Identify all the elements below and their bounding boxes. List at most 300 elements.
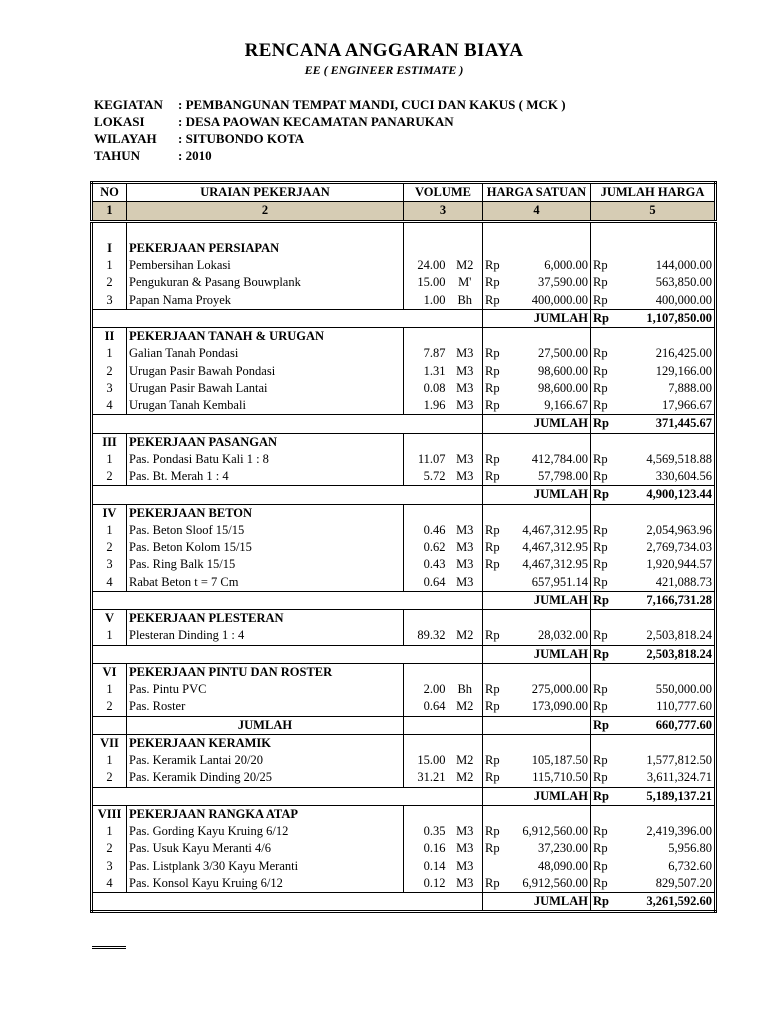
item-currency: Rp	[483, 363, 513, 380]
item-volume: 0.14	[404, 858, 448, 875]
item-currency	[483, 574, 513, 592]
empty-cell	[513, 805, 591, 823]
item-currency: Rp	[483, 274, 513, 291]
section-total-row	[92, 645, 716, 663]
item-unit: M2	[448, 752, 483, 769]
table-row	[92, 556, 716, 573]
empty-cell	[621, 610, 716, 628]
item-total: 563,850.00	[621, 274, 716, 291]
item-description: Pas. Roster	[127, 698, 404, 716]
info-key: WILAYAH	[94, 131, 157, 146]
section-title-row	[92, 328, 716, 346]
item-unit: M3	[448, 397, 483, 415]
item-unit-price: 400,000.00	[513, 292, 591, 310]
section-total-label: JUMLAH	[513, 645, 591, 663]
empty-cell	[92, 309, 127, 327]
item-unit-price: 412,784.00	[513, 451, 591, 468]
empty-cell	[591, 663, 621, 681]
item-no: 2	[92, 769, 127, 787]
item-unit-price: 105,187.50	[513, 752, 591, 769]
item-description: Pas. Usuk Kayu Meranti 4/6	[127, 840, 404, 857]
item-unit: M3	[448, 574, 483, 592]
item-volume: 1.31	[404, 363, 448, 380]
item-unit: M3	[448, 875, 483, 893]
empty-cell	[483, 645, 513, 663]
item-description: Pas. Keramik Lantai 20/20	[127, 752, 404, 769]
item-volume: 89.32	[404, 627, 448, 645]
item-currency: Rp	[591, 522, 621, 539]
column-number-row	[92, 202, 716, 221]
total-currency: Rp	[591, 645, 621, 663]
empty-cell	[513, 663, 591, 681]
item-currency: Rp	[591, 397, 621, 415]
item-unit: M3	[448, 840, 483, 857]
item-currency: Rp	[591, 875, 621, 893]
table-row	[92, 468, 716, 486]
item-volume: 11.07	[404, 451, 448, 468]
section-total-row	[92, 309, 716, 327]
section-title-row	[92, 805, 716, 823]
item-unit-price: 115,710.50	[513, 769, 591, 787]
info-row-lokasi	[94, 113, 566, 130]
empty-cell	[483, 504, 513, 522]
item-currency: Rp	[591, 380, 621, 397]
item-unit: M2	[448, 257, 483, 274]
empty-cell	[513, 433, 591, 451]
header-uraian: URAIAN PEKERJAAN	[127, 183, 404, 202]
section-total-row	[92, 716, 716, 734]
section-total-label: JUMLAH	[513, 415, 591, 433]
empty-cell	[404, 663, 448, 681]
spacer-cell	[621, 221, 716, 240]
empty-cell	[404, 504, 448, 522]
empty-cell	[483, 591, 513, 609]
empty-cell	[127, 415, 404, 433]
item-volume: 0.35	[404, 823, 448, 840]
empty-cell	[448, 504, 483, 522]
item-total: 1,920,944.57	[621, 556, 716, 573]
item-currency: Rp	[483, 380, 513, 397]
table-header-row	[92, 183, 716, 202]
item-total: 216,425.00	[621, 345, 716, 362]
empty-cell	[591, 504, 621, 522]
section-total-label: JUMLAH	[513, 591, 591, 609]
section-roman: VII	[92, 734, 127, 752]
empty-cell	[404, 645, 448, 663]
section-title: PEKERJAAN RANGKA ATAP	[127, 805, 404, 823]
item-currency: Rp	[483, 681, 513, 698]
spacer-cell	[92, 221, 127, 240]
item-no: 1	[92, 823, 127, 840]
table-row	[92, 257, 716, 274]
info-key: KEGIATAN	[94, 97, 163, 112]
header-no: NO	[92, 183, 127, 202]
item-total: 421,088.73	[621, 574, 716, 592]
item-volume: 24.00	[404, 257, 448, 274]
item-description: Pas. Keramik Dinding 20/25	[127, 769, 404, 787]
column-number: 1	[92, 202, 127, 221]
section-total-value: 1,107,850.00	[621, 309, 716, 327]
empty-cell	[448, 328, 483, 346]
info-key: TAHUN	[94, 148, 140, 163]
item-currency: Rp	[591, 451, 621, 468]
item-currency: Rp	[591, 363, 621, 380]
table-row	[92, 681, 716, 698]
empty-cell	[621, 504, 716, 522]
empty-cell	[92, 415, 127, 433]
empty-cell	[127, 787, 404, 805]
empty-cell	[591, 610, 621, 628]
table-row	[92, 451, 716, 468]
item-unit-price: 28,032.00	[513, 627, 591, 645]
header-volume: VOLUME	[404, 183, 483, 202]
empty-cell	[448, 309, 483, 327]
item-volume: 5.72	[404, 468, 448, 486]
item-total: 5,956.80	[621, 840, 716, 857]
table-row	[92, 698, 716, 716]
table-row	[92, 627, 716, 645]
spacer-cell	[404, 221, 448, 240]
total-currency: Rp	[591, 716, 621, 734]
info-value: : DESA PAOWAN KECAMATAN PANARUKAN	[178, 114, 454, 129]
item-volume: 1.00	[404, 292, 448, 310]
item-currency: Rp	[591, 257, 621, 274]
empty-cell	[127, 309, 404, 327]
item-unit-price: 657,951.14	[513, 574, 591, 592]
section-roman: II	[92, 328, 127, 346]
item-volume: 0.12	[404, 875, 448, 893]
item-volume: 0.43	[404, 556, 448, 573]
item-description: Pas. Beton Sloof 15/15	[127, 522, 404, 539]
empty-cell	[404, 805, 448, 823]
table-row	[92, 292, 716, 310]
column-number: 2	[127, 202, 404, 221]
item-total: 2,419,396.00	[621, 823, 716, 840]
item-description: Rabat Beton t = 7 Cm	[127, 574, 404, 592]
table-row	[92, 769, 716, 787]
item-currency: Rp	[591, 698, 621, 716]
section-total-label: JUMLAH	[127, 716, 404, 734]
item-unit: M3	[448, 380, 483, 397]
item-unit-price: 6,912,560.00	[513, 823, 591, 840]
item-no: 4	[92, 574, 127, 592]
item-currency: Rp	[591, 345, 621, 362]
section-total-row	[92, 415, 716, 433]
item-currency: Rp	[483, 257, 513, 274]
empty-cell	[92, 486, 127, 504]
item-no: 1	[92, 345, 127, 362]
item-currency: Rp	[483, 840, 513, 857]
item-description: Plesteran Dinding 1 : 4	[127, 627, 404, 645]
empty-cell	[127, 893, 404, 912]
total-currency: Rp	[591, 415, 621, 433]
item-volume: 0.62	[404, 539, 448, 556]
item-currency: Rp	[591, 539, 621, 556]
empty-cell	[92, 591, 127, 609]
item-unit-price: 4,467,312.95	[513, 539, 591, 556]
table-row	[92, 380, 716, 397]
total-currency: Rp	[591, 309, 621, 327]
empty-cell	[448, 787, 483, 805]
empty-cell	[621, 328, 716, 346]
table-row	[92, 752, 716, 769]
item-unit: M3	[448, 345, 483, 362]
item-unit-price: 98,600.00	[513, 380, 591, 397]
item-currency: Rp	[591, 769, 621, 787]
section-title-row	[92, 504, 716, 522]
empty-cell	[513, 716, 591, 734]
empty-cell	[404, 734, 448, 752]
empty-cell	[483, 787, 513, 805]
table-row	[92, 363, 716, 380]
item-unit-price: 4,467,312.95	[513, 522, 591, 539]
section-total-value: 371,445.67	[621, 415, 716, 433]
document-subtitle: EE ( ENGINEER ESTIMATE )	[304, 63, 464, 77]
section-total-value: 2,503,818.24	[621, 645, 716, 663]
empty-cell	[483, 433, 513, 451]
item-currency: Rp	[591, 823, 621, 840]
empty-cell	[127, 486, 404, 504]
item-unit-price: 37,230.00	[513, 840, 591, 857]
empty-cell	[404, 716, 448, 734]
info-value: : PEMBANGUNAN TEMPAT MANDI, CUCI DAN KAKUS ( MCK )	[178, 97, 566, 112]
spacer-cell	[591, 221, 621, 240]
item-volume: 1.96	[404, 397, 448, 415]
section-total-row	[92, 591, 716, 609]
document-title: RENCANA ANGGARAN BIAYA	[244, 40, 524, 61]
table-row	[92, 823, 716, 840]
empty-cell	[621, 805, 716, 823]
empty-cell	[483, 663, 513, 681]
table-row	[92, 345, 716, 362]
table-row	[92, 539, 716, 556]
item-currency: Rp	[591, 468, 621, 486]
item-unit: M3	[448, 556, 483, 573]
item-no: 3	[92, 380, 127, 397]
table-row	[92, 397, 716, 415]
item-volume: 15.00	[404, 274, 448, 291]
item-currency: Rp	[483, 875, 513, 893]
empty-cell	[513, 240, 591, 257]
section-total-label: JUMLAH	[513, 486, 591, 504]
info-row-wilayah	[94, 130, 566, 147]
empty-cell	[591, 433, 621, 451]
info-row-kegiatan	[94, 96, 566, 113]
info-key: LOKASI	[94, 114, 145, 129]
item-unit-price: 98,600.00	[513, 363, 591, 380]
item-volume: 0.08	[404, 380, 448, 397]
empty-cell	[404, 309, 448, 327]
item-currency: Rp	[591, 840, 621, 857]
item-currency: Rp	[591, 292, 621, 310]
item-no: 2	[92, 468, 127, 486]
item-currency: Rp	[483, 752, 513, 769]
section-total-value: 660,777.60	[621, 716, 716, 734]
item-currency: Rp	[483, 451, 513, 468]
item-currency: Rp	[483, 823, 513, 840]
item-total: 330,604.56	[621, 468, 716, 486]
item-currency: Rp	[483, 769, 513, 787]
section-total-label: JUMLAH	[513, 787, 591, 805]
empty-cell	[483, 610, 513, 628]
footer-rule	[92, 946, 126, 949]
item-total: 2,054,963.96	[621, 522, 716, 539]
item-currency: Rp	[591, 681, 621, 698]
item-description: Pas. Gording Kayu Kruing 6/12	[127, 823, 404, 840]
item-no: 4	[92, 397, 127, 415]
item-no: 3	[92, 556, 127, 573]
item-description: Galian Tanah Pondasi	[127, 345, 404, 362]
item-no: 2	[92, 539, 127, 556]
section-total-value: 7,166,731.28	[621, 591, 716, 609]
item-unit: M2	[448, 698, 483, 716]
item-no: 1	[92, 522, 127, 539]
item-currency: Rp	[483, 556, 513, 573]
empty-cell	[448, 486, 483, 504]
item-no: 1	[92, 627, 127, 645]
section-title-row	[92, 663, 716, 681]
empty-cell	[591, 328, 621, 346]
empty-cell	[483, 415, 513, 433]
item-volume: 7.87	[404, 345, 448, 362]
item-no: 2	[92, 840, 127, 857]
empty-cell	[448, 645, 483, 663]
item-no: 1	[92, 752, 127, 769]
section-total-value: 5,189,137.21	[621, 787, 716, 805]
empty-cell	[621, 433, 716, 451]
item-unit: M3	[448, 363, 483, 380]
section-roman: V	[92, 610, 127, 628]
section-roman: VIII	[92, 805, 127, 823]
empty-cell	[127, 645, 404, 663]
empty-cell	[448, 415, 483, 433]
empty-cell	[92, 787, 127, 805]
item-total: 7,888.00	[621, 380, 716, 397]
empty-cell	[483, 805, 513, 823]
item-volume: 0.46	[404, 522, 448, 539]
item-no: 3	[92, 858, 127, 875]
item-total: 6,732.60	[621, 858, 716, 875]
section-total-row	[92, 893, 716, 912]
item-currency: Rp	[591, 627, 621, 645]
item-currency: Rp	[591, 556, 621, 573]
section-roman: III	[92, 433, 127, 451]
table-row	[92, 840, 716, 857]
column-number: 5	[591, 202, 716, 221]
empty-cell	[621, 240, 716, 257]
empty-cell	[448, 610, 483, 628]
empty-cell	[448, 591, 483, 609]
item-description: Urugan Tanah Kembali	[127, 397, 404, 415]
empty-cell	[92, 893, 127, 912]
item-total: 829,507.20	[621, 875, 716, 893]
section-total-row	[92, 486, 716, 504]
item-volume: 15.00	[404, 752, 448, 769]
section-title: PEKERJAAN PASANGAN	[127, 433, 404, 451]
empty-cell	[483, 309, 513, 327]
section-title-row	[92, 240, 716, 257]
item-no: 3	[92, 292, 127, 310]
header-harga-satuan: HARGA SATUAN	[483, 183, 591, 202]
empty-cell	[404, 328, 448, 346]
item-unit: M3	[448, 468, 483, 486]
empty-cell	[513, 328, 591, 346]
empty-cell	[404, 591, 448, 609]
info-value: : 2010	[178, 148, 212, 163]
table-row	[92, 274, 716, 291]
item-description: Pembersihan Lokasi	[127, 257, 404, 274]
item-unit: M3	[448, 522, 483, 539]
item-unit-price: 275,000.00	[513, 681, 591, 698]
item-unit: Bh	[448, 292, 483, 310]
item-description: Papan Nama Proyek	[127, 292, 404, 310]
empty-cell	[483, 734, 513, 752]
item-volume: 0.16	[404, 840, 448, 857]
item-total: 400,000.00	[621, 292, 716, 310]
item-no: 2	[92, 274, 127, 291]
section-spacer-row	[92, 221, 716, 240]
table-row	[92, 574, 716, 592]
section-total-value: 3,261,592.60	[621, 893, 716, 912]
item-currency: Rp	[591, 752, 621, 769]
empty-cell	[448, 433, 483, 451]
section-title: PEKERJAAN KERAMIK	[127, 734, 404, 752]
item-currency: Rp	[591, 574, 621, 592]
item-unit: M2	[448, 627, 483, 645]
item-description: Urugan Pasir Bawah Pondasi	[127, 363, 404, 380]
item-total: 17,966.67	[621, 397, 716, 415]
empty-cell	[92, 716, 127, 734]
total-currency: Rp	[591, 787, 621, 805]
project-info	[94, 96, 566, 164]
empty-cell	[621, 663, 716, 681]
item-volume: 31.21	[404, 769, 448, 787]
item-unit-price: 37,590.00	[513, 274, 591, 291]
item-currency: Rp	[483, 397, 513, 415]
item-currency	[483, 858, 513, 875]
section-title: PEKERJAAN TANAH & URUGAN	[127, 328, 404, 346]
empty-cell	[591, 805, 621, 823]
table-row	[92, 522, 716, 539]
empty-cell	[448, 805, 483, 823]
section-title: PEKERJAAN PINTU DAN ROSTER	[127, 663, 404, 681]
item-currency: Rp	[483, 698, 513, 716]
item-description: Pas. Listplank 3/30 Kayu Meranti	[127, 858, 404, 875]
item-currency: Rp	[483, 522, 513, 539]
item-unit-price: 4,467,312.95	[513, 556, 591, 573]
item-total: 2,503,818.24	[621, 627, 716, 645]
empty-cell	[621, 734, 716, 752]
item-description: Pas. Pondasi Batu Kali 1 : 8	[127, 451, 404, 468]
section-roman: VI	[92, 663, 127, 681]
item-description: Urugan Pasir Bawah Lantai	[127, 380, 404, 397]
spacer-cell	[483, 221, 513, 240]
item-description: Pas. Ring Balk 15/15	[127, 556, 404, 573]
section-title: PEKERJAAN PERSIAPAN	[127, 240, 404, 257]
item-unit: M3	[448, 858, 483, 875]
section-title-row	[92, 610, 716, 628]
item-no: 1	[92, 681, 127, 698]
empty-cell	[483, 240, 513, 257]
item-currency: Rp	[483, 468, 513, 486]
item-currency: Rp	[483, 627, 513, 645]
item-unit-price: 9,166.67	[513, 397, 591, 415]
section-total-row	[92, 787, 716, 805]
item-unit-price: 57,798.00	[513, 468, 591, 486]
info-value: : SITUBONDO KOTA	[178, 131, 305, 146]
empty-cell	[404, 486, 448, 504]
spacer-cell	[448, 221, 483, 240]
